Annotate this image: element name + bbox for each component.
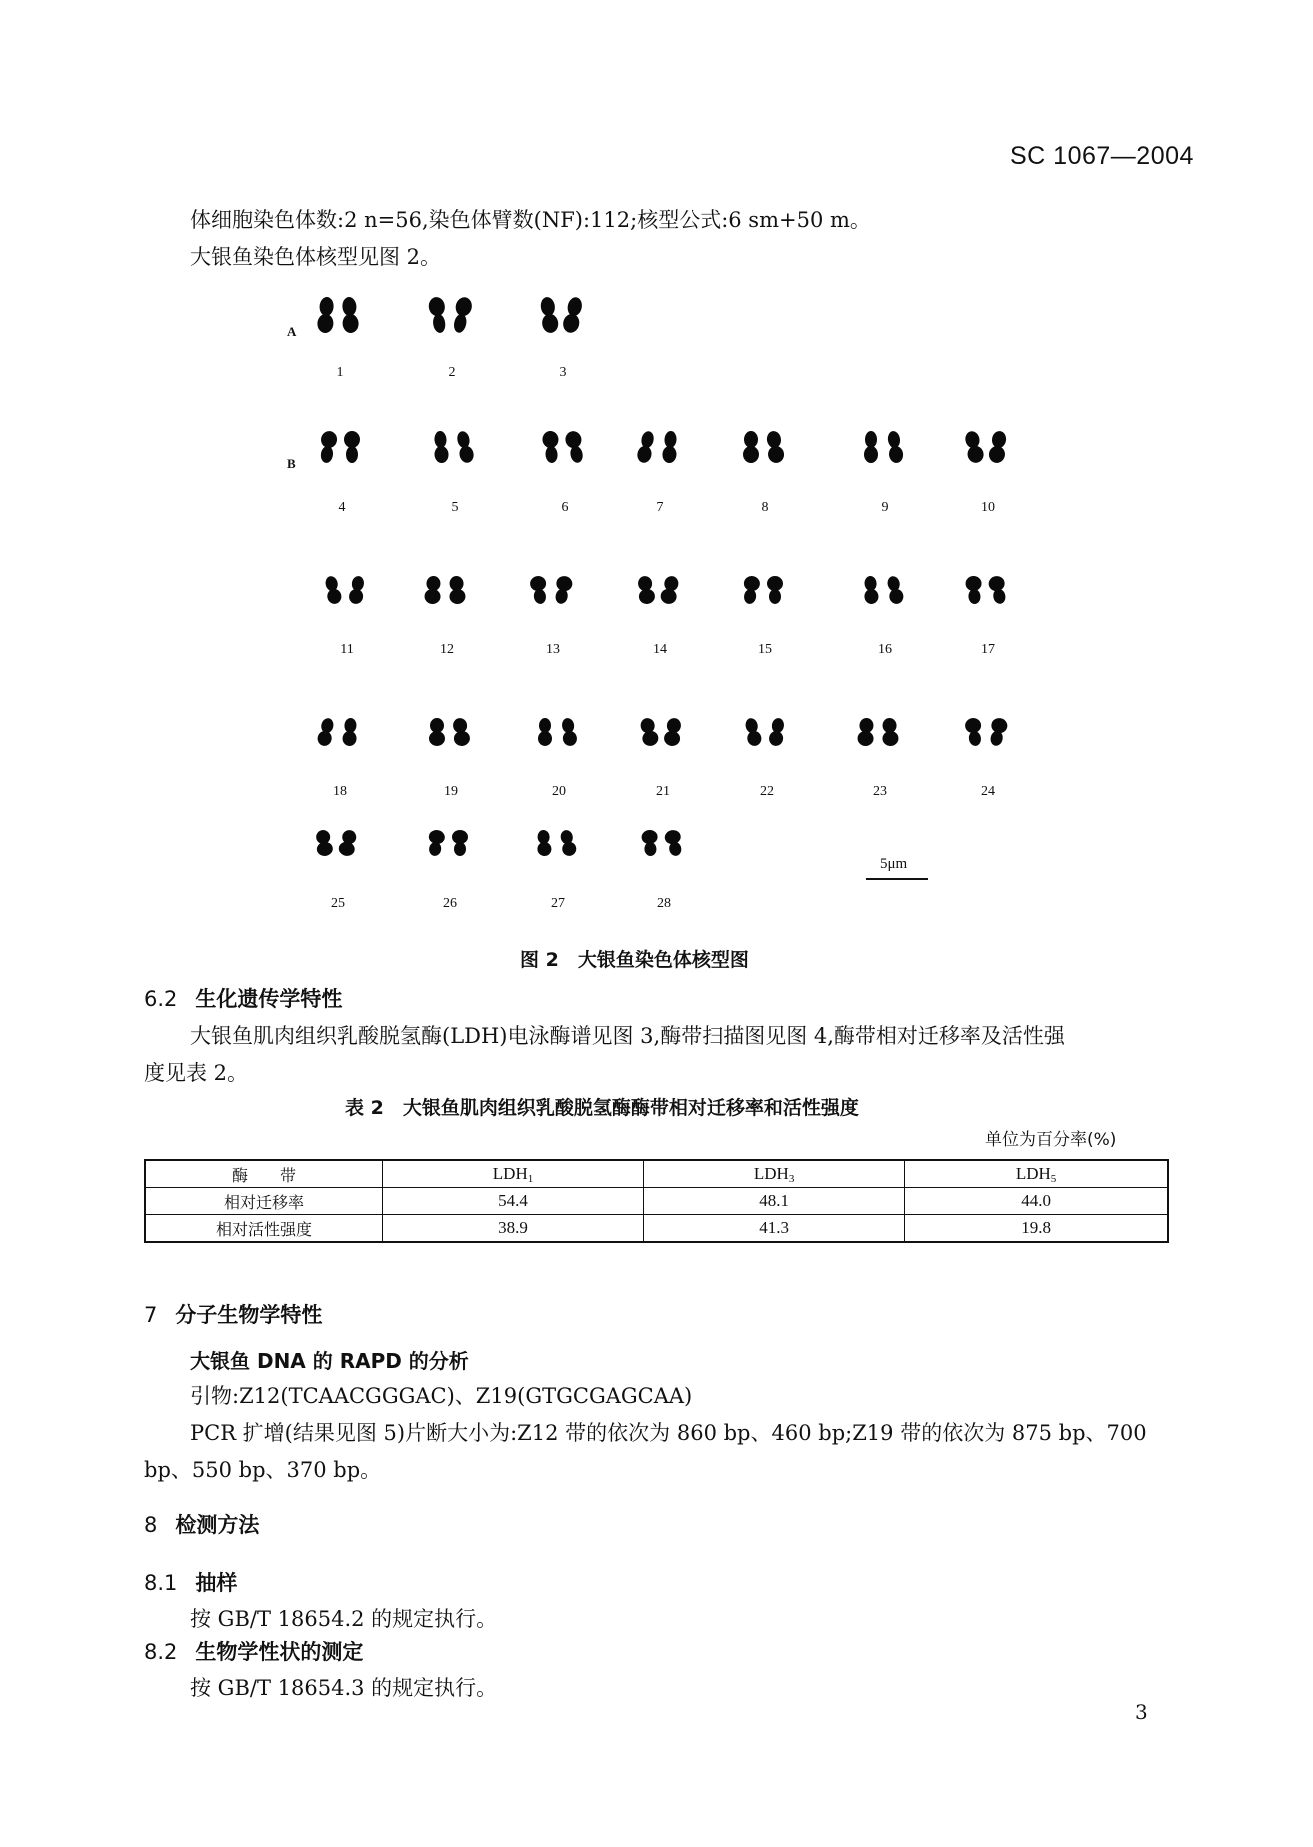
table-cell: 19.8 <box>905 1215 1168 1243</box>
chromosome-pair-26 <box>424 823 476 863</box>
intro-line-2: 大银鱼染色体核型见图 2。 <box>190 245 442 269</box>
chromosome-pair-10 <box>962 427 1014 467</box>
chromosome-pair-14 <box>634 570 686 610</box>
section-8-2-heading <box>144 1636 363 1666</box>
table-cell: 41.3 <box>644 1215 905 1243</box>
chromosome-pair-3 <box>537 295 589 335</box>
chromosome-number-18: 18 <box>333 784 347 799</box>
chromosome-pair-12 <box>421 570 473 610</box>
chromosome-number-21: 21 <box>656 784 670 799</box>
chromosome-pair-7 <box>634 427 686 467</box>
ldh-table <box>144 1159 1169 1243</box>
section-6-2-body-line-2: 度见表 2。 <box>144 1061 249 1085</box>
chromosome-number-10: 10 <box>981 500 995 515</box>
section-8-1-body: 按 GB/T 18654.2 的规定执行。 <box>190 1607 498 1631</box>
chromosome-pair-25 <box>312 823 364 863</box>
section-number: 6.2 <box>144 987 178 1011</box>
section-title: 抽样 <box>195 1571 238 1595</box>
row-label-a: A <box>287 324 297 339</box>
row-label-b: B <box>287 456 296 471</box>
chromosome-number-12: 12 <box>440 642 454 657</box>
section-8-heading <box>144 1509 259 1539</box>
chromosome-pair-11 <box>321 570 373 610</box>
table-row <box>145 1215 1168 1243</box>
chromosome-number-7: 7 <box>656 500 664 515</box>
section-number: 7 <box>144 1303 158 1327</box>
header-cell: 酶 带 <box>145 1160 383 1188</box>
chromosome-pair-5 <box>429 427 481 467</box>
header-cell: $LDH_3$ <box>644 1160 905 1188</box>
table-cell: 54.4 <box>383 1188 644 1215</box>
figure-caption: 图 2 大银鱼染色体核型图 <box>520 949 749 971</box>
section-title: 生化遗传学特性 <box>195 987 343 1011</box>
chromosome-number-24: 24 <box>981 784 995 799</box>
section-7-heading <box>144 1299 322 1329</box>
chromosome-number-2: 2 <box>448 365 456 380</box>
table-unit: 单位为百分率(%) <box>985 1130 1117 1150</box>
section-number: 8 <box>144 1513 158 1537</box>
chromosome-number-11: 11 <box>340 642 354 657</box>
table-row <box>145 1188 1168 1215</box>
chromosome-number-27: 27 <box>551 896 565 911</box>
chromosome-number-22: 22 <box>760 784 774 799</box>
chromosome-pair-9 <box>859 427 911 467</box>
chromosome-number-9: 9 <box>881 500 889 515</box>
chromosome-pair-13 <box>527 570 579 610</box>
chromosome-number-13: 13 <box>546 642 560 657</box>
chromosome-pair-23 <box>854 712 906 752</box>
chromosome-pair-18 <box>314 712 366 752</box>
chromosome-pair-21 <box>637 712 689 752</box>
chromosome-number-26: 26 <box>443 896 457 911</box>
chromosome-number-5: 5 <box>451 500 459 515</box>
standard-code: SC 1067—2004 <box>1010 142 1194 170</box>
chromosome-number-6: 6 <box>561 500 569 515</box>
chromosome-pair-8 <box>739 427 791 467</box>
section-title: 分子生物学特性 <box>175 1303 323 1327</box>
chromosome-pair-2 <box>426 295 478 335</box>
chromosome-number-4: 4 <box>338 500 346 515</box>
chromosome-pair-22 <box>741 712 793 752</box>
section-title: 生物学性状的测定 <box>195 1640 364 1664</box>
section-8-1-heading <box>144 1567 237 1597</box>
chromosome-pair-4 <box>316 427 368 467</box>
section-number: 8.1 <box>144 1571 178 1595</box>
chromosome-pair-17 <box>962 570 1014 610</box>
chromosome-pair-19 <box>425 712 477 752</box>
chromosome-pair-1 <box>314 295 366 335</box>
chromosome-number-17: 17 <box>981 642 995 657</box>
pcr-line-1: PCR 扩增(结果见图 5)片断大小为:Z12 带的依次为 860 bp、460 bp;Z19 带的依次为 875 bp、700 <box>190 1421 1147 1445</box>
chromosome-pair-6 <box>539 427 591 467</box>
section-number: 8.2 <box>144 1640 178 1664</box>
chromosome-pair-15 <box>739 570 791 610</box>
table-header-row <box>145 1160 1168 1188</box>
row-label: 相对迁移率 <box>145 1188 383 1215</box>
chromosome-pair-20 <box>533 712 585 752</box>
chromosome-number-3: 3 <box>559 365 567 380</box>
primers-line: 引物:Z12(TCAACGGGAC)、Z19(GTGCGAGCAA) <box>190 1384 693 1408</box>
chromosome-pair-27 <box>532 823 584 863</box>
intro-line-1: 体细胞染色体数:2 n=56,染色体臂数(NF):112;核型公式:6 sm+50 m。 <box>190 208 871 232</box>
chromosome-number-16: 16 <box>878 642 892 657</box>
section-title: 检测方法 <box>175 1513 260 1537</box>
table-cell: 38.9 <box>383 1215 644 1243</box>
page-number: 3 <box>1135 1700 1148 1724</box>
chromosome-number-28: 28 <box>657 896 671 911</box>
section-6-2-heading <box>144 983 342 1013</box>
table-title: 表 2 大银鱼肌肉组织乳酸脱氢酶酶带相对迁移率和活性强度 <box>345 1097 859 1119</box>
table-cell: 44.0 <box>905 1188 1168 1215</box>
chromosome-pair-24 <box>962 712 1014 752</box>
chromosome-number-1: 1 <box>336 365 344 380</box>
scale-bar <box>866 878 928 880</box>
chromosome-pair-16 <box>859 570 911 610</box>
header-cell: $LDH_5$ <box>905 1160 1168 1188</box>
table-cell: 48.1 <box>644 1188 905 1215</box>
chromosome-number-14: 14 <box>653 642 667 657</box>
header-cell: $LDH_1$ <box>383 1160 644 1188</box>
chromosome-number-8: 8 <box>761 500 769 515</box>
section-6-2-body-line-1: 大银鱼肌肉组织乳酸脱氢酶(LDH)电泳酶谱见图 3,酶带扫描图见图 4,酶带相对迁移率及活性强 <box>190 1024 1065 1048</box>
pcr-line-2: bp、550 bp、370 bp。 <box>144 1458 382 1482</box>
chromosome-number-19: 19 <box>444 784 458 799</box>
scale-label: 5μm <box>880 856 908 872</box>
section-8-2-body: 按 GB/T 18654.3 的规定执行。 <box>190 1676 498 1700</box>
rapd-subtitle: 大银鱼 DNA 的 RAPD 的分析 <box>190 1349 469 1373</box>
row-label: 相对活性强度 <box>145 1215 383 1243</box>
chromosome-number-15: 15 <box>758 642 772 657</box>
chromosome-number-20: 20 <box>552 784 566 799</box>
chromosome-number-23: 23 <box>873 784 887 799</box>
chromosome-pair-28 <box>638 823 690 863</box>
chromosome-number-25: 25 <box>331 896 345 911</box>
